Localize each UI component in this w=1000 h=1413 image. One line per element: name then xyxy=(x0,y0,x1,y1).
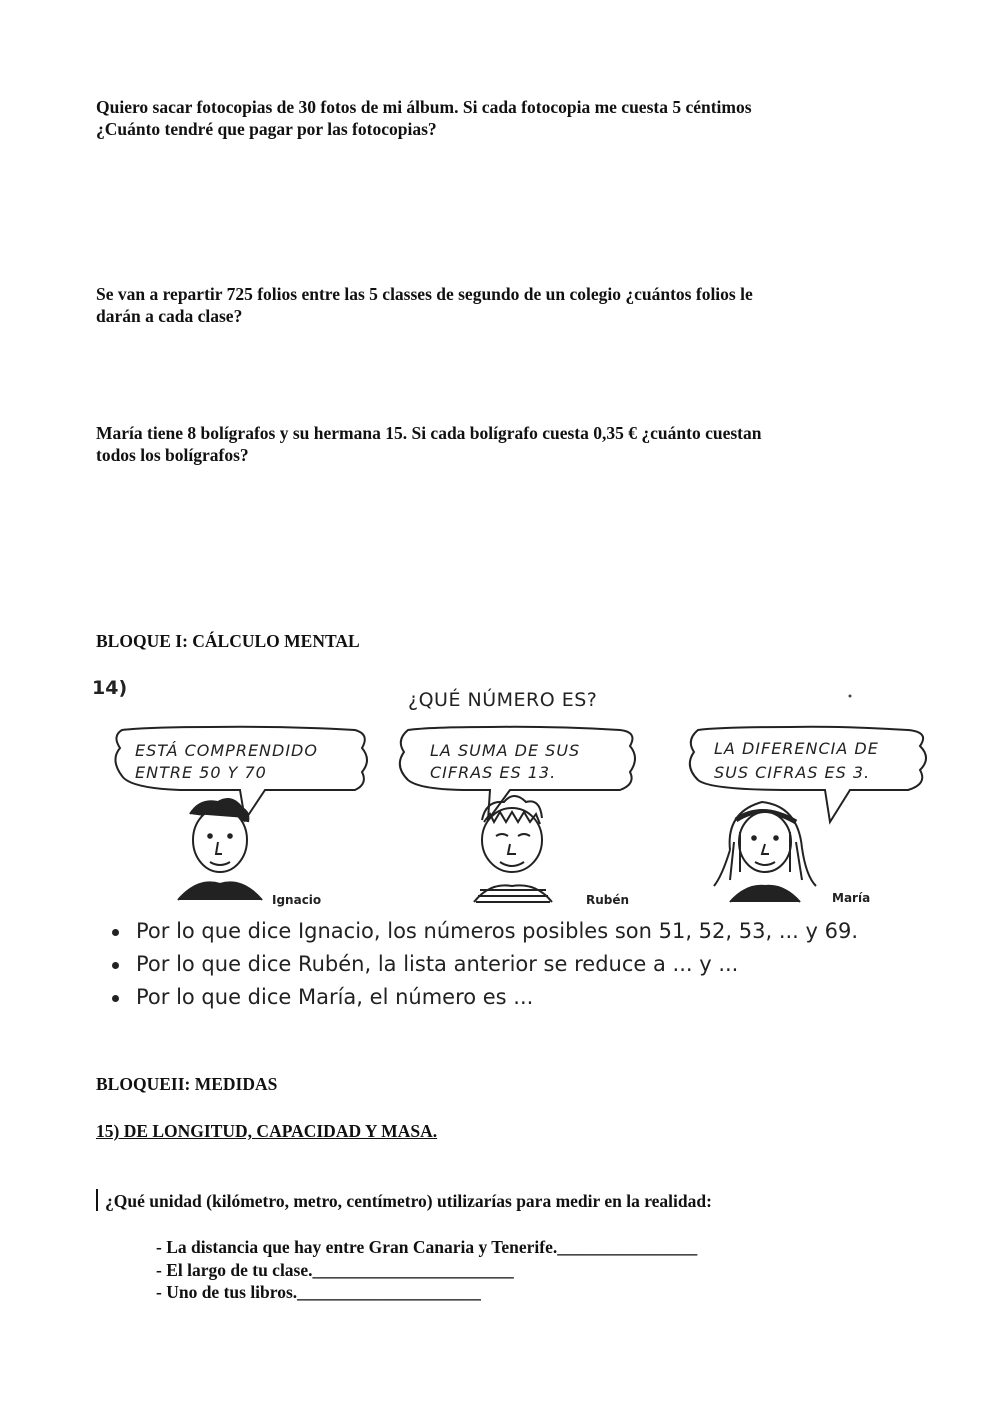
bubble-3-line2: SUS CIFRAS ES 3. xyxy=(714,763,871,782)
bullet-text: Por lo que dice Rubén, la lista anterior se reduce a ... y ... xyxy=(136,952,739,976)
bullet-text: Por lo que dice Ignacio, los números posibles son 51, 52, 53, ... y 69. xyxy=(136,919,859,943)
exercise-number: 14) xyxy=(92,677,128,699)
units-question-text: ¿Qué unidad (kilómetro, metro, centímetro) utilizarías para medir en la realidad: xyxy=(105,1191,712,1211)
maria-figure xyxy=(714,802,816,902)
bubble-1-line1: ESTÁ COMPRENDIDO xyxy=(135,741,318,760)
deduction-list xyxy=(112,915,858,1014)
list-item xyxy=(112,915,858,948)
character-name-ruben: Rubén xyxy=(586,893,630,907)
problem-folios xyxy=(96,283,753,327)
list-item xyxy=(112,981,858,1014)
problem-boligrafos xyxy=(96,422,761,466)
problem-line: Quiero sacar fotocopias de 30 fotos de mi álbum. Si cada fotocopia me cuesta 5 céntimos xyxy=(96,97,752,117)
problem-line: todos los bolígrafos? xyxy=(96,445,249,465)
bubble-2-line2: CIFRAS ES 13. xyxy=(430,763,557,782)
units-question xyxy=(96,1189,712,1212)
bubble-1-line2: ENTRE 50 Y 70 xyxy=(135,763,267,782)
bullet-text: Por lo que dice María, el número es ... xyxy=(136,985,534,1009)
checkbox-icon xyxy=(96,1189,98,1211)
list-item: - La distancia que hay entre Gran Canaria y Tenerife.________________ xyxy=(156,1237,698,1257)
list-item: - Uno de tus libros._____________________ xyxy=(156,1282,481,1302)
character-name-maria: María xyxy=(832,891,871,905)
character-name-ignacio: Ignacio xyxy=(272,893,322,907)
block2-subheading: 15) DE LONGITUD, CAPACIDAD Y MASA. xyxy=(96,1121,438,1141)
bullet-icon xyxy=(112,929,119,936)
problem-line: María tiene 8 bolígrafos y su hermana 15. Si cada bolígrafo cuesta 0,35 € ¿cuánto cuestan xyxy=(96,423,762,443)
block1-heading: BLOQUE I: CÁLCULO MENTAL xyxy=(96,631,360,651)
list-item: - El largo de tu clase._______________________ xyxy=(156,1259,514,1280)
block2-heading: BLOQUEII: MEDIDAS xyxy=(96,1074,278,1094)
bubble-3-line1: LA DIFERENCIA DE xyxy=(714,739,879,758)
list-item xyxy=(112,948,858,981)
ruben-figure xyxy=(474,796,552,902)
problem-line: ¿Cuánto tendré que pagar por las fotocopias? xyxy=(96,119,437,139)
que-numero-illustration xyxy=(90,672,940,917)
problem-photocopies xyxy=(96,96,752,140)
units-items xyxy=(156,1236,697,1304)
problem-line: Se van a repartir 725 folios entre las 5 classes de segundo de un colegio ¿cuántos folios le xyxy=(96,284,753,304)
illustration-title: ¿QUÉ NÚMERO ES? xyxy=(408,689,598,711)
bubble-2-line1: LA SUMA DE SUS xyxy=(430,741,581,760)
bullet-icon xyxy=(112,995,119,1002)
problem-line: darán a cada clase? xyxy=(96,306,243,326)
bullet-icon xyxy=(112,962,119,969)
